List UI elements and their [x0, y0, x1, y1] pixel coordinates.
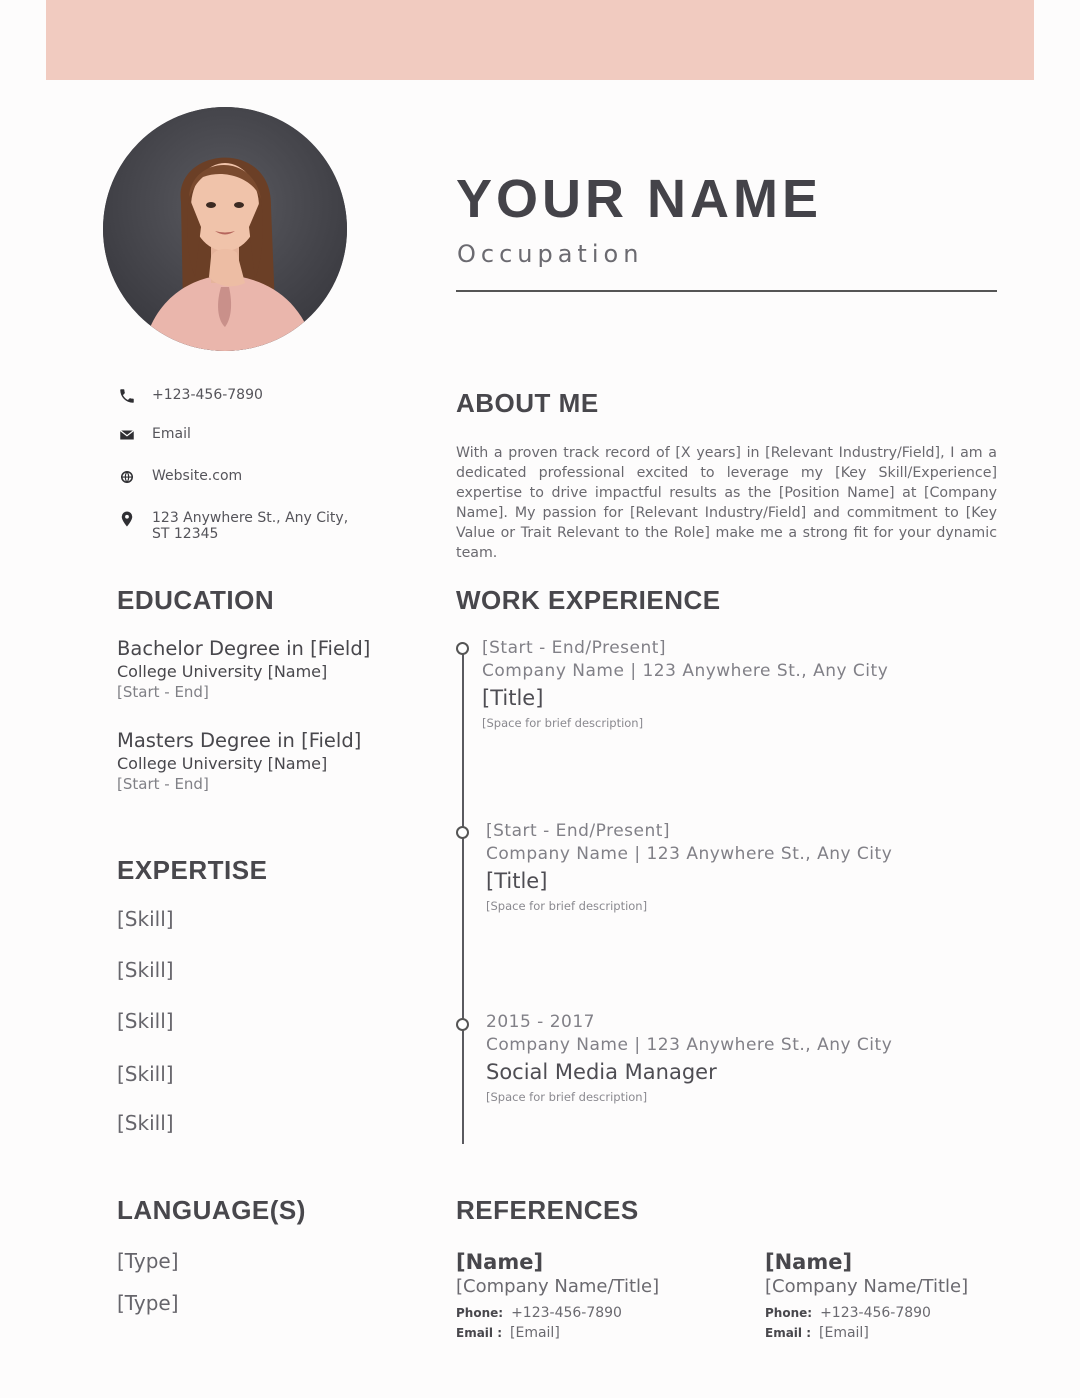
location-icon [118, 510, 136, 528]
contact-email [118, 426, 191, 444]
job-entry [486, 1012, 892, 1104]
skill-item: [Skill] [117, 1009, 174, 1033]
reference-company: [Company Name/Title] [765, 1276, 969, 1297]
phone-text: +123-456-7890 [152, 387, 263, 403]
reference-name: [Name] [456, 1250, 544, 1274]
address-line-2: ST 12345 [152, 526, 219, 542]
contact-address [118, 510, 348, 542]
languages-heading: LANGUAGE(S) [117, 1195, 306, 1225]
reference-phone [765, 1305, 968, 1321]
email-label: Email : [456, 1326, 503, 1340]
job-dates: [Start - End/Present] [486, 821, 671, 841]
contact-website [118, 468, 242, 486]
job-entry [486, 821, 892, 913]
reference-card [456, 1250, 659, 1341]
occupation: Occupation [457, 240, 644, 268]
reference-company: [Company Name/Title] [456, 1276, 660, 1297]
job-description: [Space for brief description] [486, 899, 648, 913]
education-dates: [Start - End] [117, 775, 209, 793]
address-text [152, 510, 348, 542]
header-divider [456, 290, 997, 292]
contact-phone [118, 387, 263, 405]
job-company: Company Name | 123 Anywhere St., Any City [482, 661, 889, 681]
timeline-dot [456, 642, 469, 655]
skill-item: [Skill] [117, 1062, 174, 1086]
reference-email-value: [Email] [510, 1325, 560, 1341]
email-text: Email [152, 426, 191, 442]
job-title: [Title] [482, 686, 544, 710]
job-description: [Space for brief description] [486, 1090, 648, 1104]
skill-item: [Skill] [117, 958, 174, 982]
job-dates: [Start - End/Present] [482, 638, 667, 658]
job-title: Social Media Manager [486, 1060, 717, 1084]
education-school: College University [Name] [117, 662, 328, 681]
reference-card [765, 1250, 968, 1341]
reference-name: [Name] [765, 1250, 853, 1274]
about-heading: ABOUT ME [456, 388, 599, 418]
job-company: Company Name | 123 Anywhere St., Any City [486, 1035, 893, 1055]
expertise-heading: EXPERTISE [117, 855, 268, 885]
email-icon [118, 426, 136, 444]
top-accent-bar [46, 0, 1034, 80]
skill-item: [Skill] [117, 1111, 174, 1135]
job-dates: 2015 - 2017 [486, 1012, 595, 1032]
job-description: [Space for brief description] [482, 716, 644, 730]
language-item: [Type] [117, 1249, 179, 1273]
full-name: YOUR NAME [456, 169, 823, 229]
timeline-dot [456, 826, 469, 839]
website-text: Website.com [152, 468, 243, 484]
job-title: [Title] [486, 869, 548, 893]
reference-email [456, 1325, 659, 1341]
reference-phone-value: +123-456-7890 [511, 1305, 622, 1321]
education-dates: [Start - End] [117, 683, 209, 701]
education-degree: Masters Degree in [Field] [117, 729, 362, 752]
education-school: College University [Name] [117, 754, 328, 773]
reference-email [765, 1325, 968, 1341]
education-item [117, 729, 361, 793]
website-icon [118, 468, 136, 486]
phone-label: Phone: [456, 1306, 504, 1320]
profile-photo [103, 107, 347, 351]
education-degree: Bachelor Degree in [Field] [117, 637, 371, 660]
education-item [117, 637, 370, 701]
email-label: Email : [765, 1326, 812, 1340]
reference-phone-value: +123-456-7890 [820, 1305, 931, 1321]
skill-item: [Skill] [117, 907, 174, 931]
phone-label: Phone: [765, 1306, 813, 1320]
job-entry [482, 638, 888, 730]
references-heading: REFERENCES [456, 1195, 639, 1225]
work-heading: WORK EXPERIENCE [456, 585, 721, 615]
reference-phone [456, 1305, 659, 1321]
about-text: With a proven track record of [X years] in [Relevant Industry/Field], I am a dedicated professional excited to leverage my [Key Skill/Experience] expertise to drive impactful results as the [Position Name] at [Company Name]. My passion for [Relevant Industry/Field] and commitment to [Key Value or Trait Relevant to the Role] make me a strong fit for your dynamic team. [456, 445, 997, 561]
address-line-1: 123 Anywhere St., Any City, [152, 510, 349, 526]
job-company: Company Name | 123 Anywhere St., Any City [486, 844, 893, 864]
education-heading: EDUCATION [117, 585, 275, 615]
timeline-dot [456, 1018, 469, 1031]
timeline-line [462, 650, 464, 1144]
language-item: [Type] [117, 1291, 179, 1315]
reference-email-value: [Email] [819, 1325, 869, 1341]
phone-icon [118, 387, 136, 405]
